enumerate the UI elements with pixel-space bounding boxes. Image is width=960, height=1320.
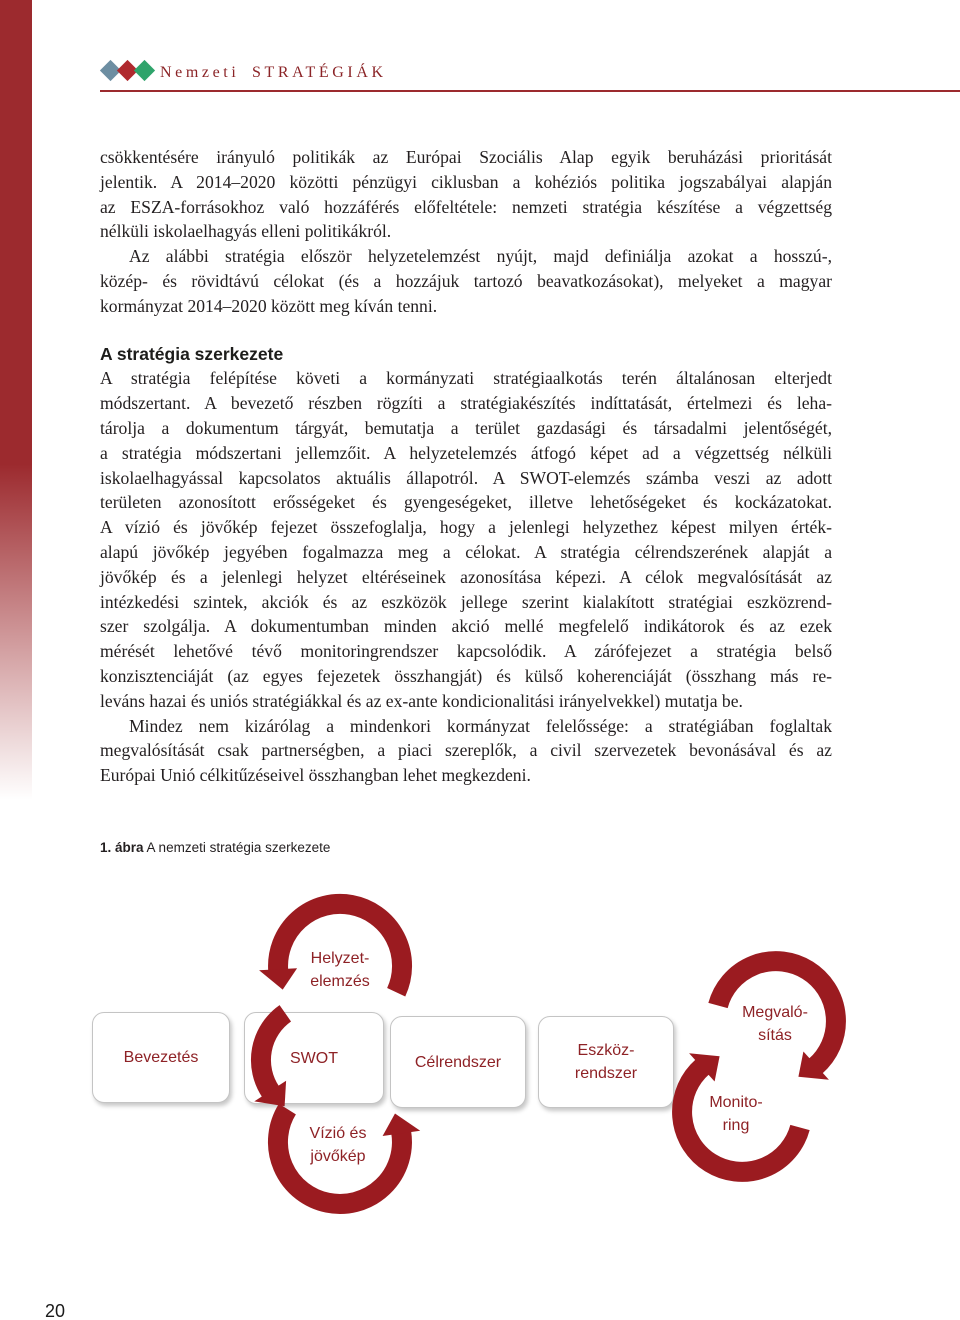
figure-caption-text: A nemzeti stratégia szerkezete — [146, 840, 331, 855]
box-label-line: rendszer — [574, 1065, 638, 1082]
diamond-green-icon — [133, 59, 154, 80]
circle-label-helyzetelemzes — [290, 947, 390, 993]
circular-arrows-layer — [0, 880, 960, 1220]
text-line: Európai Unió célkitűzéseivel összhangban lehet megkezdeni. — [100, 765, 531, 786]
body-text — [100, 145, 832, 788]
text-line: megvalósítását csak partnerségben, a piaci szereplők, a civil szervezetek bevonásával és az — [100, 740, 832, 761]
swot-arrow-band — [261, 1013, 285, 1092]
figure-number: 1. ábra — [100, 840, 144, 855]
text-line: alapú jövőkép jegyében fogalmazza meg a célokat. A stratégia célrendszerének alapját a — [100, 541, 832, 562]
text-line: szer szolgálja. A dokumentumban minden akció mellé megfelelő indikátorok és az ezek — [100, 616, 832, 637]
text-line: az ESZA-forrásokhoz való hozzáférés előfeltétele: nemzeti stratégia készítése a végzettség — [100, 196, 832, 217]
text-line: mérését lehetővé tévő monitoringrendszer kapcsolódik. A zárófejezet a stratégia belső — [100, 641, 832, 662]
paragraph-3 — [100, 366, 832, 713]
text-line: jövőkép és a jelenlegi helyzet eltéréseinek azonosítása képezi. A célok megvalósítását az — [100, 566, 832, 587]
section-heading: A stratégia szerkezete — [100, 343, 284, 364]
vizio-jovokep-arrow-head — [383, 1114, 421, 1137]
text-line: tárolja a dokumentum tárgyát, bemutatja a terület gazdasági és társadalmi jelentőségét, — [100, 417, 832, 438]
text-line: leváns hazai és uniós stratégiákkal és az ex-ante kondicionalitási irányelvekkel) mutatja be. — [100, 690, 743, 711]
page-number: 20 — [45, 1301, 66, 1320]
text-line: konzisztenciáját (az egyes fejezetek összhangját) és külső koherenciáját (összhang más re- — [100, 665, 832, 686]
text-line: csökkentésére irányuló politikák az Európai Szociális Alap egyik beruházási prioritását — [100, 147, 832, 167]
text-line: Az alábbi stratégia először helyzetelemzést nyújt, majd definiálja azokat a hosszú-, — [129, 246, 832, 267]
circle-label-line: ring — [722, 1116, 750, 1134]
circle-label-monitoring — [686, 1091, 786, 1137]
circle-label-megvalositas — [725, 1001, 825, 1047]
side-color-bar — [0, 0, 32, 800]
box-label: SWOT — [290, 1049, 338, 1067]
paragraph-2 — [100, 244, 832, 318]
circle-label-line: Vízió és — [309, 1124, 367, 1142]
header-rule — [100, 90, 960, 92]
text-line: Mindez nem kizárólag a mindenkori kormányzat felelőssége: a stratégiában foglaltak — [129, 715, 832, 736]
text-line: intézkedési szintek, akciók és az eszközök jellege szerint kialakított stratégiai eszközrend- — [100, 591, 832, 612]
text-line: a stratégia módszertani jellemzőit. A helyzetelemzés átfogó képet ad a végzettség nélküli — [100, 442, 832, 463]
circle-label-line: Monito- — [709, 1093, 763, 1111]
swot-arrow — [254, 1013, 286, 1106]
text-line: közép- és rövidtávú célokat (és a hozzájuk tartozó beavatkozásokat), melyeket a magyar — [100, 270, 832, 291]
series-title: Nemzeti STRATÉGIÁK — [160, 64, 387, 81]
text-line: területen azonosított erősségeket és gyengeségeket, illetve lehetőségeket és kockázatokat. — [100, 492, 832, 513]
box-label: Célrendszer — [414, 1053, 502, 1071]
box-label-line: Eszköz- — [577, 1042, 635, 1059]
paragraph-1 — [100, 145, 832, 244]
text-line: iskolaelhagyással kapcsolatos aktuális állapotról. A SWOT-elemzés számba veszi az adott — [100, 467, 832, 488]
strategy-structure-diagram — [0, 880, 960, 1220]
text-line: A stratégia felépítése követi a kormányzati stratégiaalkotás terén általánosan elterjedt — [100, 368, 832, 389]
circle-label-line: Helyzet- — [310, 949, 370, 967]
circle-label-line: elemzés — [310, 972, 370, 990]
circle-label-line: jövőkép — [310, 1147, 366, 1165]
paragraph-4 — [100, 714, 832, 788]
circle-label-line: Megvaló- — [742, 1003, 808, 1021]
text-line: módszertant. A bevezető részben rögzíti a stratégiakészítés indíttatását, értelmezi és leha- — [100, 393, 832, 414]
text-line: nélküli iskolaelhagyás elleni politikákról. — [100, 221, 392, 242]
text-line: kormányzat 2014–2020 között meg kíván tenni. — [100, 295, 438, 316]
text-line: A vízió és jövőkép fejezet összefoglalja, hogy a jelenlegi helyzethez képest milyen érték- — [100, 517, 832, 538]
circle-label-line: sítás — [758, 1026, 792, 1044]
figure-caption — [100, 838, 330, 858]
text-line: jelentik. A 2014–2020 közötti pénzügyi ciklusban a kohéziós politika jogszabályai alapján — [100, 171, 832, 192]
circle-label-vizio-jovokep — [288, 1122, 388, 1168]
box-label: Bevezetés — [123, 1049, 199, 1066]
